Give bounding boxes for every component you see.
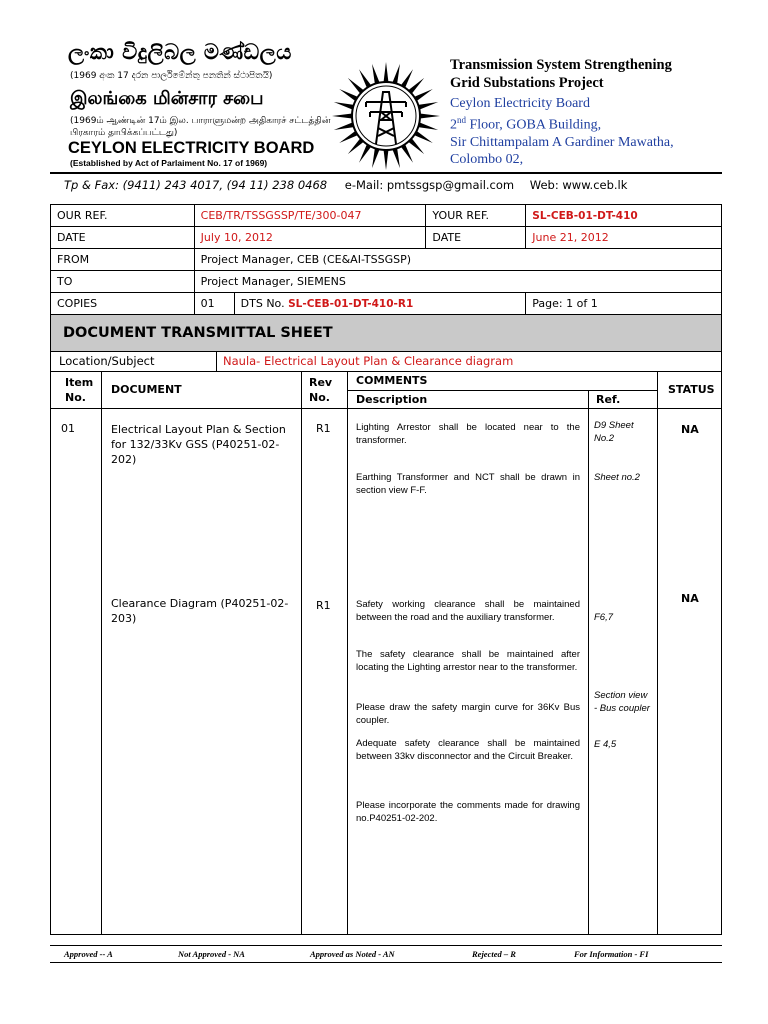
row2-ref-4: E 4,5 — [594, 739, 617, 750]
row2-document: Clearance Diagram (P40251-02-203) — [111, 597, 289, 625]
date2-value: June 21, 2012 — [526, 227, 722, 249]
address-line-2 — [450, 112, 722, 134]
logo-ray — [384, 150, 389, 170]
sinhala-title: ලංකා විදුලිබල මණ්ඩලය — [68, 40, 292, 64]
divider — [50, 172, 722, 174]
row1-item: 01 — [61, 422, 75, 435]
logo-ray — [401, 69, 413, 88]
row2-ref-1: F6,7 — [594, 612, 614, 623]
to-row — [51, 271, 722, 293]
our-ref-label: OUR REF. — [51, 205, 195, 227]
logo-ray — [392, 148, 400, 168]
row2-ref-3: Section view - Bus coupler — [594, 690, 650, 714]
row1-document: Electrical Layout Plan & Section for 132/33Kv GSS (P40251-02-202) — [111, 423, 286, 466]
page-number: Page: 1 of 1 — [526, 293, 722, 315]
document-page — [50, 36, 722, 959]
logo-ray — [418, 102, 438, 110]
legend-approved: Approved -- A — [64, 949, 113, 959]
to-value: Project Manager, SIEMENS — [194, 271, 721, 293]
copies-value: 01 — [194, 293, 234, 315]
your-ref-label: YOUR REF. — [426, 205, 526, 227]
tamil-title: இலங்கை மின்சார சபை — [70, 88, 264, 109]
row1-comment-2: Earthing Transformer and NCT shall be drawn in section view F-F. — [356, 472, 580, 496]
email[interactable]: e-Mail: pmtssgsp@gmail.com — [344, 178, 515, 192]
logo-ray — [414, 131, 433, 143]
phone-fax: Tp & Fax: (9411) 243 4017, (94 11) 238 0468 — [64, 178, 328, 192]
sinhala-subtitle: (1969 අංක 17 දරන පාර්ලිමේන්තු පනතින් ස්ථාපිතයි) — [70, 71, 273, 81]
date-label: DATE — [51, 227, 195, 249]
logo-ray — [384, 62, 389, 82]
to-label: TO — [51, 271, 195, 293]
logo-ray — [418, 122, 438, 130]
english-title: CEYLON ELECTRICITY BOARD — [68, 139, 315, 157]
reference-table — [50, 204, 722, 315]
row2-comment-2: The safety clearance shall be maintained after locating the Lighting arrestor near to the transformer. — [356, 649, 580, 673]
header-document: DOCUMENT — [111, 383, 182, 396]
our-ref-row — [51, 205, 722, 227]
legend-not-approved: Not Approved - NA — [178, 949, 245, 959]
row1-rev: R1 — [316, 422, 331, 435]
logo-ray — [372, 64, 380, 84]
legend-rejected: Rejected – R — [472, 949, 516, 959]
row1-comment-1: Lighting Arrestor shall be located near to the transformer. — [356, 422, 580, 446]
header-item-no-1: Item — [65, 376, 94, 389]
address-line-1: Ceylon Electricity Board — [450, 96, 590, 111]
from-value: Project Manager, CEB (CE&AI-TSSGSP) — [194, 249, 721, 271]
logo-ray — [334, 102, 354, 110]
our-ref-value: CEB/TR/TSSGSSP/TE/300-047 — [194, 205, 426, 227]
legend-approved-noted: Approved as Noted - AN — [310, 949, 395, 959]
header-rev-2: No. — [309, 391, 330, 404]
header-comments: COMMENTS — [356, 374, 428, 387]
location-label: Location/Subject — [59, 354, 155, 368]
legend-info: For Information - FI — [574, 949, 649, 959]
project-line-1: Transmission System Strengthening — [450, 57, 672, 73]
copies-label: COPIES — [51, 293, 195, 315]
row1-ref-2: Sheet no.2 — [594, 472, 640, 483]
logo-ray — [334, 122, 354, 130]
floor-rest: Floor, GOBA Building, — [466, 117, 602, 133]
dts-value: SL-CEB-01-DT-410-R1 — [288, 298, 414, 310]
header-rev-1: Rev — [309, 376, 333, 389]
location-value: Naula- Electrical Layout Plan & Clearance diagram — [223, 354, 514, 368]
row2-comment-5: Please incorporate the comments made for drawing no.P40251-02-202. — [356, 800, 580, 824]
ceb-logo-icon — [328, 58, 444, 174]
logo-ray — [414, 89, 433, 101]
row2-status: NA — [681, 592, 699, 605]
letterhead — [50, 36, 722, 172]
logo-ray — [392, 64, 400, 84]
row2-rev: R1 — [316, 599, 331, 612]
contact-line — [50, 178, 722, 192]
dts-cell — [234, 293, 526, 315]
date2-label: DATE — [426, 227, 526, 249]
header-description: Description — [356, 393, 428, 406]
status-legend — [50, 945, 722, 963]
tamil-subtitle: (1969ம் ஆண்டின் 17ம் இல. பாராளுமன்ற அதிகாரச் சட்டத்தின் பிரகாரம் தாபிக்கப்பட்டது) — [70, 116, 331, 138]
project-block — [450, 56, 722, 168]
address-line-3: Sir Chittampalam A Gardiner Mawatha, — [450, 134, 674, 150]
logo-ray — [372, 148, 380, 168]
project-line-2: Grid Substations Project — [450, 75, 604, 91]
date-value: July 10, 2012 — [194, 227, 426, 249]
floor-number: 2 — [450, 117, 457, 133]
document-table — [50, 372, 722, 935]
logo-ray — [359, 144, 371, 163]
row2-comment-4: Adequate safety clearance shall be maintained between 33kv disconnector and the Circuit Breaker. — [356, 738, 580, 762]
logo-ray — [420, 114, 440, 119]
header-ref: Ref. — [596, 393, 621, 406]
sheet-title: DOCUMENT TRANSMITTAL SHEET — [50, 314, 722, 352]
logo-ray — [359, 69, 371, 88]
logo-ray — [339, 131, 358, 143]
english-subtitle: (Established by Act of Parlaiment No. 17 of 1969) — [70, 158, 268, 168]
location-row — [50, 352, 722, 372]
header-status: STATUS — [668, 383, 715, 396]
website[interactable]: Web: www.ceb.lk — [529, 178, 628, 192]
logo-ray — [401, 144, 413, 163]
copies-row — [51, 293, 722, 315]
from-row — [51, 249, 722, 271]
row2-comment-1: Safety working clearance shall be maintained between the road and the auxiliary transformer. — [356, 599, 580, 623]
date-row — [51, 227, 722, 249]
logo-ray — [339, 89, 358, 101]
dts-label: DTS No. — [240, 297, 285, 310]
your-ref-value: SL-CEB-01-DT-410 — [526, 205, 722, 227]
from-label: FROM — [51, 249, 195, 271]
address-line-4: Colombo 02, — [450, 151, 524, 167]
row2-comment-3: Please draw the safety margin curve for 36Kv Bus coupler. — [356, 702, 580, 726]
header-item-no-2: No. — [65, 391, 86, 404]
address-block — [450, 95, 722, 168]
row1-ref-1: D9 Sheet No.2 — [594, 420, 634, 444]
floor-suffix: nd — [457, 115, 466, 125]
logo-ray — [332, 114, 352, 119]
row1-status: NA — [681, 423, 699, 436]
